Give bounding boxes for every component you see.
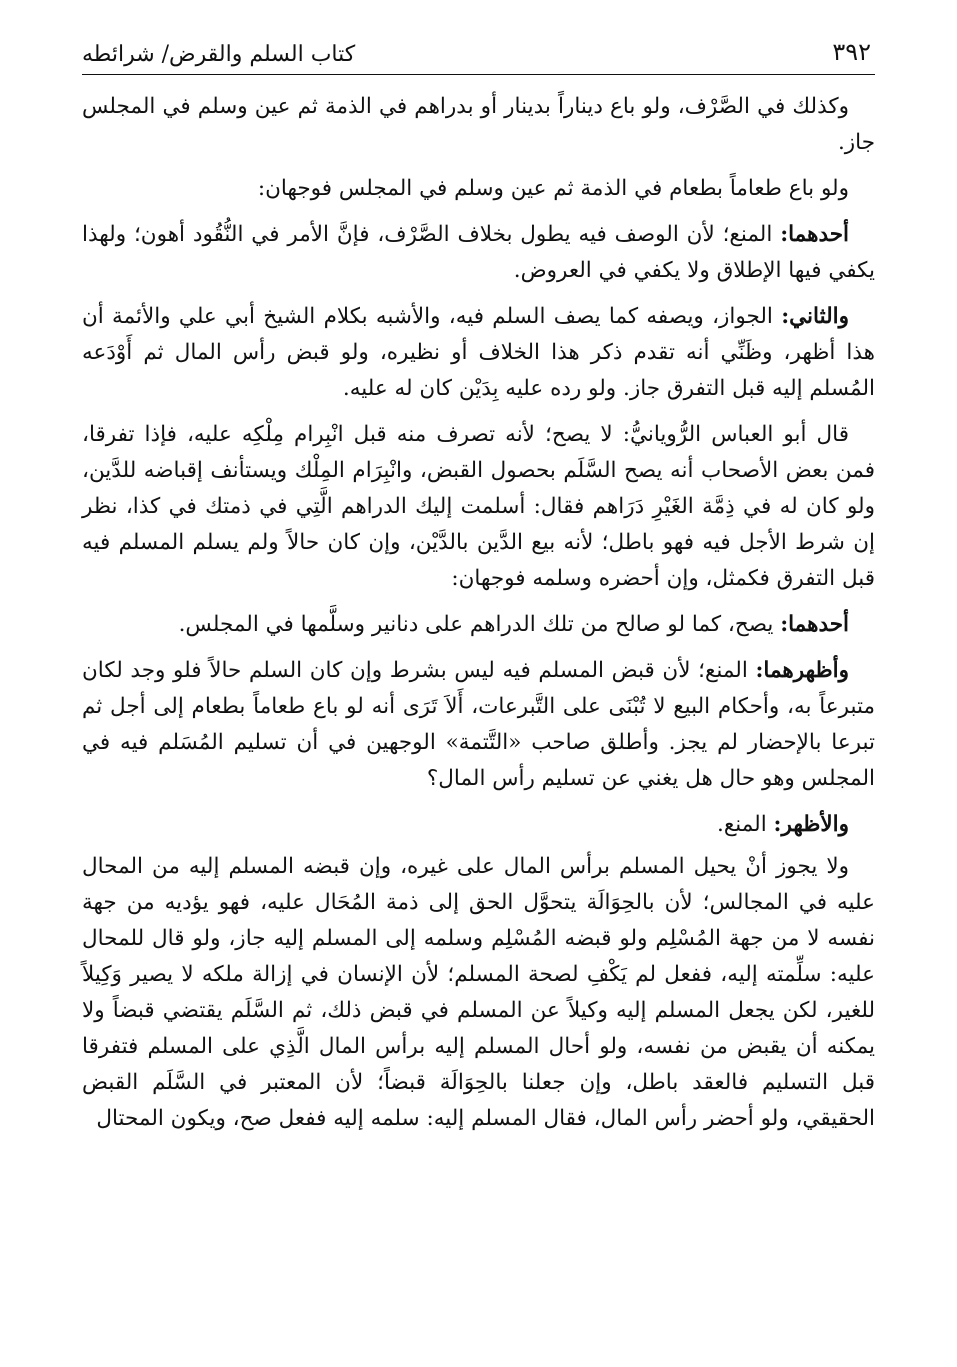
paragraph-lead: والأظهر: [773,812,849,837]
paragraph-lead: وأظهرهما: [755,658,849,683]
paragraph-7 [82,653,875,797]
paragraph-1 [82,89,875,161]
page-header [82,32,875,75]
paragraph-lead: والثاني: [781,304,849,329]
paragraph-8 [82,807,875,843]
page-body [82,75,875,1137]
paragraph-5 [82,417,875,597]
page-number: ٣٩٢ [832,38,871,66]
document-page [82,32,875,1332]
paragraph-text: الجواز، ويصفه كما يصف السلم فيه، والأشبه بكلام الشيخ أبي علي والأئمة أن هذا أظهر، وظَنِّي أنه تقدم ذكر هذا الخلاف أو نظيره، ولو قبض رأس المال ثم أَوْدَعه المُسلم إليه قبل التفرق جاز. ولو رده عليه بِدَيْن كان له عليه. [82,304,875,401]
running-title: كتاب السلم والقرض/ شرائطه [82,42,356,67]
paragraph-text: ولو باع طعاماً بطعام في الذمة ثم عين وسلم في المجلس فوجهان: [257,176,849,201]
paragraph-3 [82,217,875,289]
paragraph-text: المنع. [716,812,774,837]
paragraph-text: قال أبو العباس الرُّويانيُّ: لا يصح؛ لأنه تصرف منه قبل انْبِرام مِلْكِه عليه، فإذا تفرقا، فمن بعض الأصحاب أنه يصح السَّلَم بحصول القبض، وانْبِرَام المِلْك ويستأنف إقباضه للدَّين، ولو كان له في ذِمَّة الغَيْرِ دَرَاهم فقال: أسلمت إليك الدراهم الَّتِي في ذمتك في كذا، نظر إن شرط الأجل فيه فهو باطل؛ لأنه بيع الدَّين بالدَّيْن، وإن كان حالاً ولم يسلم المسلم فيه قبل التفرق فكمثل، وإن أحضره وسلمه فوجهان: [82,422,875,591]
paragraph-6 [82,607,875,643]
paragraph-text: المنع؛ لأن الوصف فيه يطول بخلاف الصَّرْف، فإنَّ الأمر في النُّقُود أهون؛ ولهذا يكفي فيها الإطلاق ولا يكفي في العروض. [82,222,875,283]
paragraph-lead: أحدهما: [780,222,849,247]
paragraph-text: وكذلك في الصَّرْف، ولو باع ديناراً بدينار أو بدراهم في الذمة ثم عين وسلم في المجلس جاز. [82,94,875,155]
paragraph-9 [82,849,875,1137]
paragraph-lead: أحدهما: [780,612,849,637]
paragraph-text: المنع؛ لأن قبض المسلم فيه ليس بشرط وإن كان السلم حالاً فلو وجد لكان متبرعاً به، وأحكام البيع لا تُبْنَى على التَّبرعات، أَلاَ تَرَى أنه لو باع طعاماً بطعام إلى أجل ثم تبرعا بالإحضار لم يجز. وأطلق صاحب «التَّتمة» الوجهين في أن تسليم المُسَلم فيه في المجلس وهو حال هل يغني عن تسليم رأس المال؟ [82,658,875,791]
paragraph-4 [82,299,875,407]
paragraph-2 [82,171,875,207]
paragraph-text: ولا يجوز أنْ يحيل المسلم برأس المال على غيره، وإن قبضه المسلم إليه من المحال عليه في المجالس؛ لأن بالحِوَالَة يتحوَّل الحق إلى ذمة المُحَال عليه، فهو يؤديه من جهة نفسه لا من جهة المُسْلِم ولو قبضه المُسْلِم وسلمه إلى المسلم إليه جاز، ولو قال للمحال عليه: سلِّمته إليه، ففعل لم يَكْفِ لصحة المسلم؛ لأن الإنسان في إزالة ملكه لا يصير وَكِيلاً للغير، لكن يجعل المسلم إليه وكيلاً عن المسلم في قبض ذلك، ثم السَّلَم يقتضي قبضاً ولا يمكنه أن يقبض من نفسه، ولو أحال المسلم إليه برأس المال الَّذِي على المسلم فتفرقا قبل التسليم فالعقد باطل، وإن جعلنا بالحِوَالَة قبضاً؛ لأن المعتبر في السَّلَم القبض الحقيقي، ولو أحضر رأس المال، فقال المسلم إليه: سلمه إليه ففعل صح، ويكون المحتال [82,854,875,1131]
paragraph-text: يصح، كما لو صالح من تلك الدراهم على دنانير وسلَّمها في المجلس. [178,612,781,637]
